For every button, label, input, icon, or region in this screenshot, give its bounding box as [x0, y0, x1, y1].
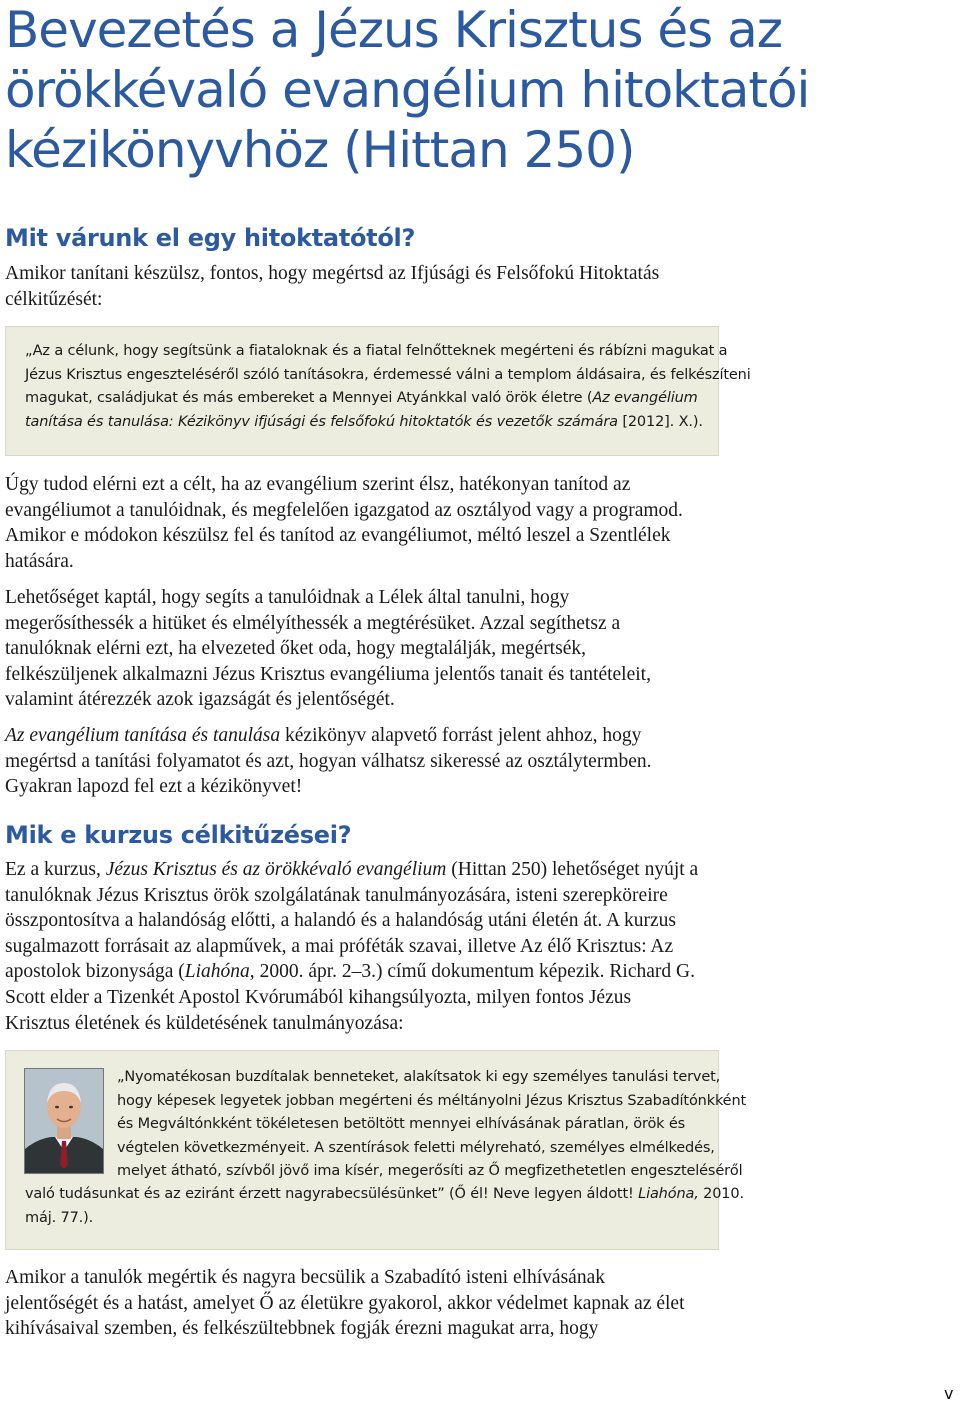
page-number: v: [944, 1384, 954, 1403]
body-paragraph-2: Lehetőséget kaptál, hogy segíts a tanulóidnak a Lélek által tanulni, hogy megerősíthessék a hitüket és elmélyíthessék a megtérésüket. Azzal segíthetsz a tanulóknak elérni ezt, ha elvezeted őket oda, hogy megtalálják, megértsék, felkészüljenek alkalmazni Jézus Krisztus evangéliuma jelentős tanait és tantételeit, valamint átérezzék azok igazságát és jelentőségét.: [5, 587, 651, 711]
intro-paragraph: Amikor tanítani készülsz, fontos, hogy megértsd az Ifjúsági és Felsőfokú Hitoktatás célkitűzését:: [5, 263, 660, 310]
portrait-photo: [24, 1068, 104, 1174]
title-line: örökkévaló evangélium hitoktatói: [5, 61, 810, 119]
title-line: Bevezetés a Jézus Krisztus és az: [5, 1, 783, 59]
body-paragraph-4: Ez a kurzus, Jézus Krisztus és az örökkévaló evangélium (Hittan 250) lehetőséget nyújt a tanulóknak Jézus Krisztus örök szolgálatának tanulmányozására, isteni szerepköreire összpontosítva a halandóság előtti, a halandó és a halandóság utáni életén át. A kurzus sugalmazott forrásait az alapművek, a mai próféták szavai, illetve Az élő Krisztus: Az apostolok bizonysága (Liahóna, 2000. ápr. 2–3.) című dokumentum képezik. Richard G. Scott elder a Tizenkét Apostol Kvórumából kihangsúlyozta, milyen fontos Jézus Krisztus életének és küldetésének tanulmányozása:: [5, 859, 699, 1034]
body-paragraph-5: Amikor a tanulók megértik és nagyra becsülik a Szabadító isteni elhívásának jelentőségét és a hatást, amelyet Ő az életükre gyakorol, akkor védelmet kapnak az élet kihívásaival szemben, és felkészültebbnek fogják érezni magukat arra, hogy: [5, 1267, 685, 1340]
section-heading-expectations: Mit várunk el egy hitoktatótól?: [5, 224, 416, 252]
objective-quote: „Az a célunk, hogy segítsünk a fiataloknak és a fiatal felnőtteknek megérteni és rábízni magukat a Jézus Krisztus engeszteléséről szóló tanításokra, érdemessé válni a templom áldásaira, és felkészíteni magukat, családjukat és más embereket a Mennyei Atyánkkal való örök életre (Az evangélium tanítása és tanulása: Kézikönyv ifjúsági és felsőfokú hitoktatók és vezetők számára [2012]. X.).: [25, 343, 751, 430]
title-line: kézikönyvhöz (Hittan 250): [5, 121, 635, 179]
body-paragraph-3: Az evangélium tanítása és tanulása kézikönyv alapvető forrást jelent ahhoz, hogy megértsd a tanítási folyamatot és azt, hogyan válhatsz sikeressé az osztálytermben. Gyakran lapozd fel ezt a kézikönyvet!: [5, 725, 652, 798]
body-paragraph-1: Úgy tudod elérni ezt a célt, ha az evangélium szerint élsz, hatékonyan tanítod az evangéliumot a tanulóidnak, és megfelelően igazgatod az osztályod vagy a programod. Amikor e módokon készülsz fel és tanítod az evangéliumot, méltó leszel a Szentlélek hatására.: [5, 474, 683, 572]
scott-quote-lower: való tudásunkat és az eziránt érzett nagyrabecsülésünket” (Ő él! Neve legyen áldott! Liahóna, 2010. máj. 77.).: [25, 1186, 744, 1226]
portrait-image: [25, 1069, 103, 1173]
section-heading-objectives: Mik e kurzus célkitűzései?: [5, 821, 352, 849]
page-title: [5, 0, 905, 180]
scott-quote-upper: „Nyomatékosan buzdítalak benneteket, alakítsatok ki egy személyes tanulási tervet, hogy képesek legyetek jobban megérteni és méltányolni Jézus Krisztus Szabadítónkként és Megváltónkként tökéletesen betöltött mennyei elhívásának páratlan, örök és végtelen következményeit. A szentírások feletti mélyreható, személyes elmélkedés, melyet átható, szívből jövő ima kísér, megerősíti az Ő megfizethetetlen engeszteléséről: [117, 1069, 747, 1179]
